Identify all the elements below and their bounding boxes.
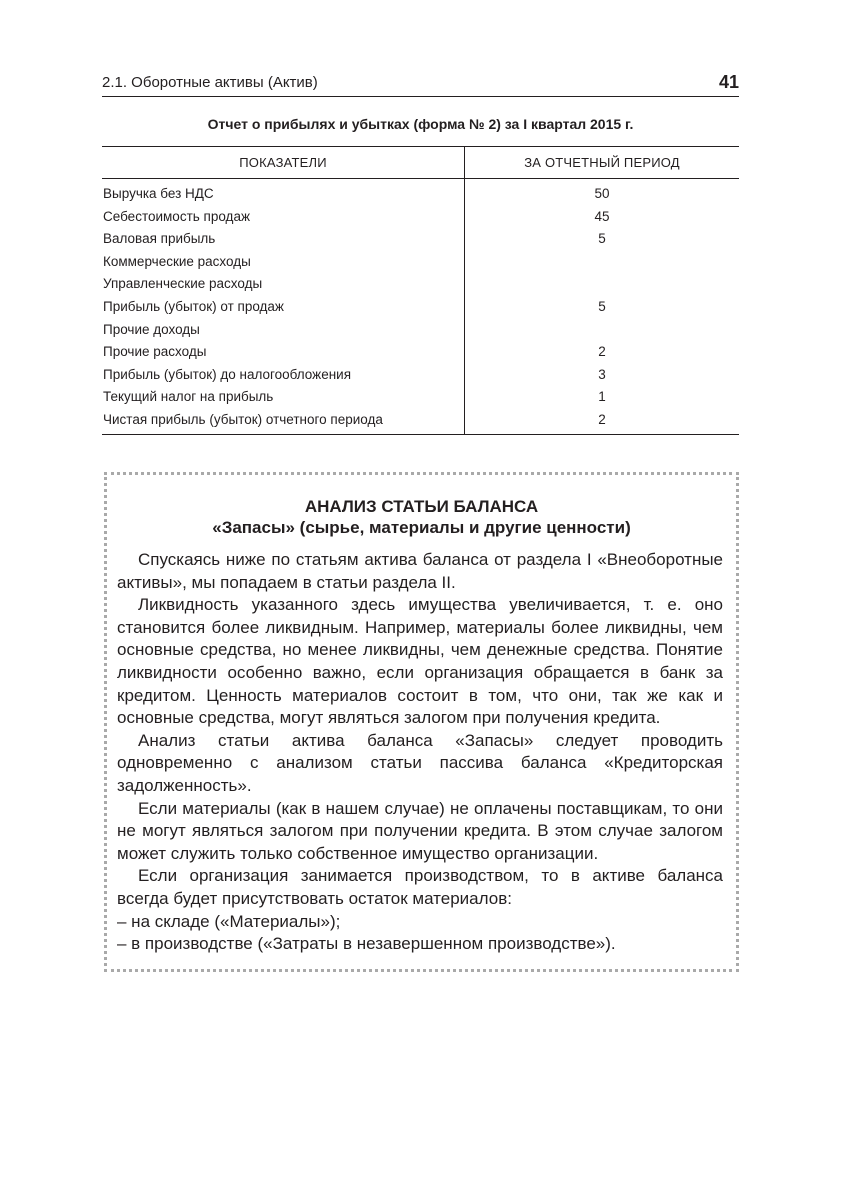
table-row	[102, 274, 739, 297]
row-label: Прибыль (убыток) до налогообложения	[103, 366, 352, 382]
analysis-body	[117, 549, 723, 956]
row-value: 1	[598, 389, 606, 405]
table-row	[102, 297, 739, 320]
table-row	[102, 342, 739, 365]
row-label: Себестоимость продаж	[103, 208, 250, 224]
table-row	[102, 410, 739, 433]
row-value: 2	[598, 411, 606, 427]
row-value: 5	[598, 298, 606, 314]
table-row	[102, 207, 739, 230]
analysis-subtitle: «Запасы» (сырье, материалы и другие ценности)	[212, 518, 631, 537]
row-label: Коммерческие расходы	[103, 253, 251, 269]
row-value: 5	[598, 231, 606, 247]
column-header-indicators: ПОКАЗАТЕЛИ	[239, 155, 327, 170]
report-title: Отчет о прибылях и убытках (форма № 2) за I квартал 2015 г.	[207, 116, 634, 132]
paragraph: Ликвидность указанного здесь имущества увеличивается, т. е. оно становится более ликвидным. Например, материалы более ликвидны, чем основные средства, но менее ликвидны, чем денежные средства. Понятие ликвидности особенно важно, если организация обращается в банк за кредитом. Ценность материалов состоит в том, что они, так же как и основные средства, могут являться залогом при получения кредита.	[117, 595, 723, 728]
list-item: – на складе («Материалы»);	[117, 911, 341, 931]
table-row	[102, 252, 739, 275]
column-header-period: ЗА ОТЧЕТНЫЙ ПЕРИОД	[524, 155, 680, 170]
section-title: 2.1. Оборотные активы (Актив)	[102, 74, 318, 91]
row-value: 50	[594, 186, 610, 201]
table-body	[102, 184, 739, 433]
paragraph: Если материалы (как в нашем случае) не оплачены поставщикам, то они не могут являться залогом при получении кредита. В этом случае залогом может служить только собственное имущество организации.	[117, 798, 723, 863]
row-label: Текущий налог на прибыль	[103, 389, 274, 405]
table-row	[102, 229, 739, 252]
analysis-title: АНАЛИЗ СТАТЬИ БАЛАНСА	[304, 497, 539, 516]
row-label: Прибыль (убыток) от продаж	[103, 298, 284, 314]
row-label: Выручка без НДС	[103, 186, 214, 201]
row-label: Чистая прибыль (убыток) отчетного периода	[103, 411, 383, 427]
page-number: 41	[718, 72, 739, 92]
row-value: 2	[598, 344, 606, 360]
row-value: 3	[598, 366, 606, 382]
list-item: – в производстве («Затраты в незавершенном производстве»).	[117, 934, 616, 954]
running-header	[102, 72, 739, 94]
income-statement-table	[102, 146, 739, 435]
table-row	[102, 320, 739, 343]
paragraph: Спускаясь ниже по статьям актива баланса от раздела I «Внеоборотные активы», мы попадаем в статьи раздела II.	[117, 550, 723, 592]
header-rule	[102, 178, 739, 179]
row-label: Прочие доходы	[103, 321, 200, 337]
table-row	[102, 184, 739, 207]
header-rule	[102, 96, 739, 97]
table-row	[102, 365, 739, 388]
table-row	[102, 387, 739, 410]
paragraph: Если организация занимается производством, то в активе баланса всегда будет присутствовать остаток материалов:	[117, 866, 723, 908]
row-label: Управленческие расходы	[103, 276, 263, 292]
row-label: Валовая прибыль	[103, 231, 216, 247]
row-label: Прочие расходы	[103, 344, 207, 360]
row-value: 45	[594, 208, 610, 224]
paragraph: Анализ статьи актива баланса «Запасы» следует проводить одновременно с анализом статьи пассива баланса «Кредиторская задолженность».	[117, 730, 723, 795]
